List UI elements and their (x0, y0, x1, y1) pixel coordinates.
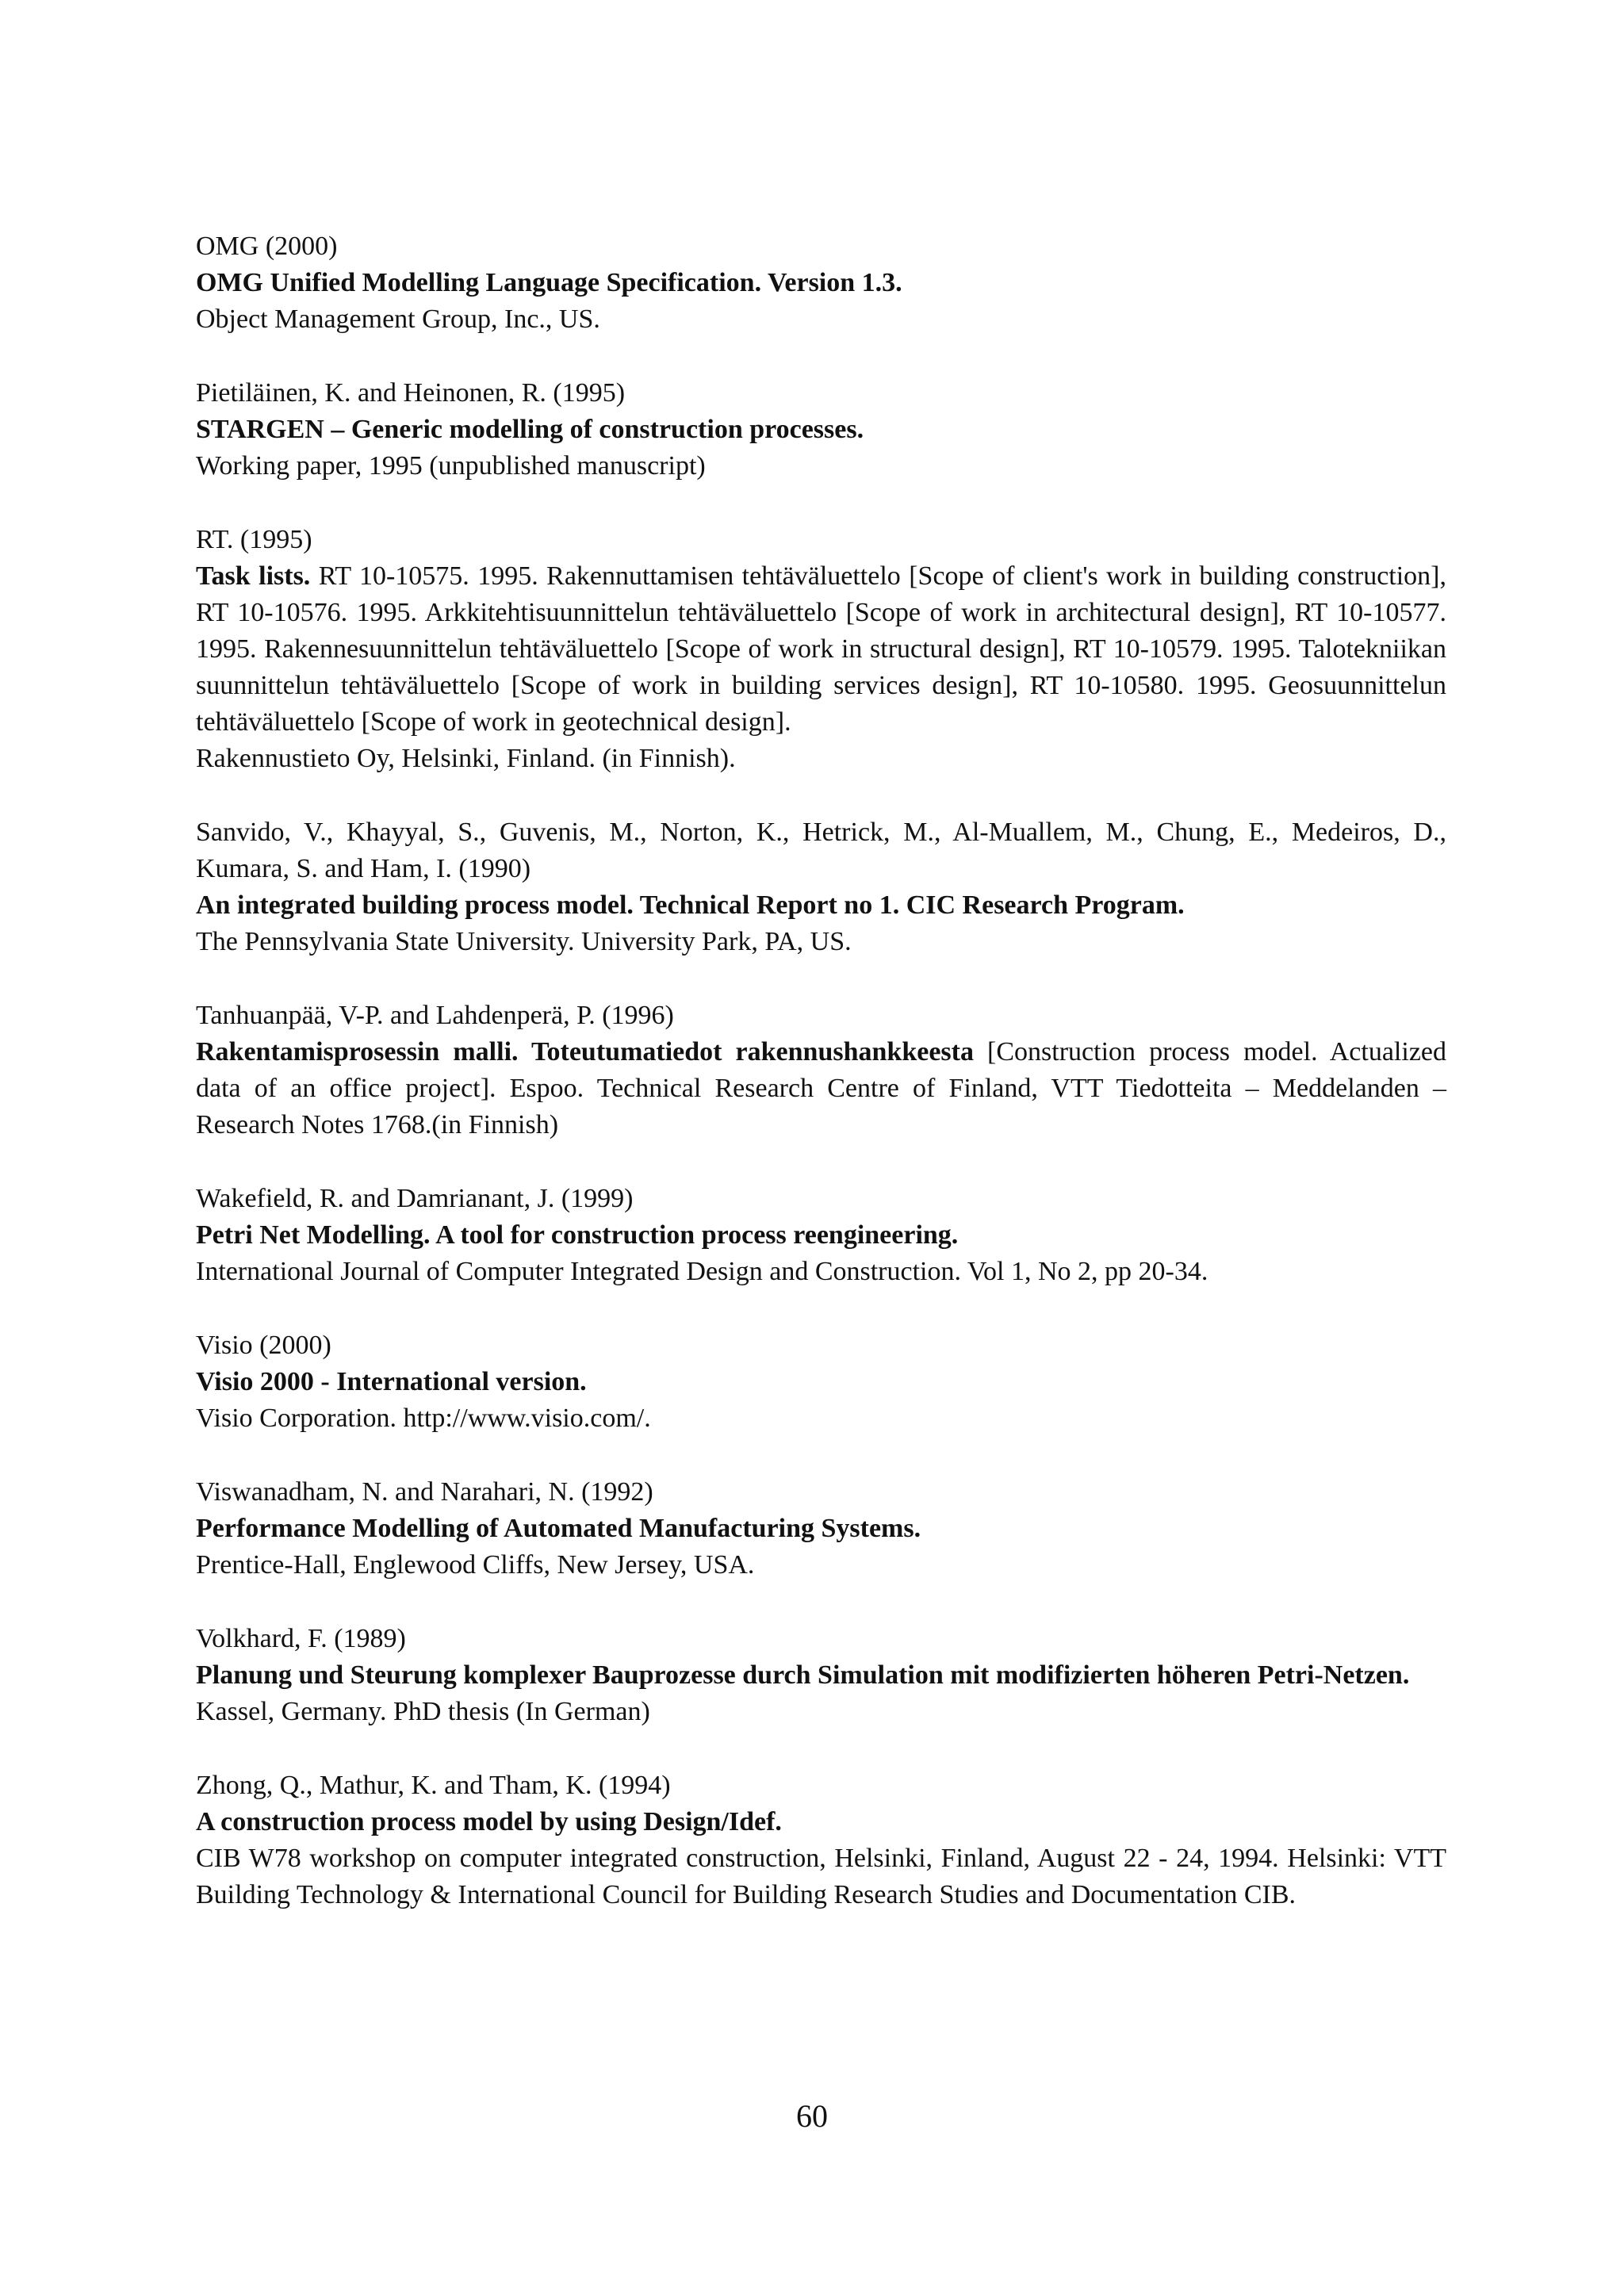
reference-authors: Tanhuanpää, V-P. and Lahdenperä, P. (1996) (196, 1001, 674, 1030)
reference-authors: Visio (2000) (196, 1331, 331, 1360)
reference-entry (196, 1181, 1446, 1290)
reference-authors: Sanvido, V., Khayyal, S., Guvenis, M., Norton, K., Hetrick, M., Al-Muallem, M., Chung, E., Medeiros, D., Kumara, S. and Ham, I. (1990) (196, 818, 1446, 883)
reference-title: OMG Unified Modelling Language Specification. Version 1.3. (196, 268, 902, 297)
reference-list (196, 228, 1446, 1951)
reference-authors: Pietiläinen, K. and Heinonen, R. (1995) (196, 378, 626, 408)
reference-title: A construction process model by using Design/Idef. (196, 1807, 782, 1836)
reference-entry (196, 814, 1446, 960)
reference-title: Petri Net Modelling. A tool for construction process reengineering. (196, 1220, 959, 1250)
reference-authors: Zhong, Q., Mathur, K. and Tham, K. (1994) (196, 1771, 671, 1800)
reference-entry (196, 375, 1446, 484)
reference-details: International Journal of Computer Integrated Design and Construction. Vol 1, No 2, pp 20-34. (196, 1257, 1208, 1286)
reference-details: The Pennsylvania State University. University Park, PA, US. (196, 927, 852, 956)
reference-entry (196, 1474, 1446, 1584)
reference-title: An integrated building process model. Technical Report no 1. CIC Research Program. (196, 890, 1185, 920)
reference-title: STARGEN – Generic modelling of construction processes. (196, 415, 864, 444)
reference-details: Visio Corporation. http://www.visio.com/. (196, 1404, 651, 1433)
reference-entry (196, 998, 1446, 1143)
reference-title: Performance Modelling of Automated Manufacturing Systems. (196, 1514, 921, 1543)
page-number: 60 (796, 2098, 828, 2134)
reference-title: Rakentamisprosessin malli. Toteutumatiedot rakennushankkeesta (196, 1037, 974, 1067)
reference-authors: Wakefield, R. and Damrianant, J. (1999) (196, 1184, 634, 1213)
reference-entry (196, 1621, 1446, 1730)
reference-title-and-details (196, 1034, 1446, 1143)
reference-authors: RT. (1995) (196, 525, 312, 554)
reference-title-and-details (196, 558, 1446, 741)
reference-authors: Volkhard, F. (1989) (196, 1624, 406, 1653)
reference-title: Planung und Steurung komplexer Bauprozesse durch Simulation mit modifizierten höheren Petri-Netzen. (196, 1660, 1410, 1690)
reference-title: Visio 2000 - International version. (196, 1367, 587, 1396)
reference-details: Prentice-Hall, Englewood Cliffs, New Jersey, USA. (196, 1550, 755, 1580)
reference-details: RT 10-10575. 1995. Rakennuttamisen tehtäväluettelo [Scope of client's work in building construction], RT 10-10576. 1995. Arkkitehtisuunnittelun tehtäväluettelo [Scope of work in architectural design], RT 10-10577. 1995. Rakennesuunnittelun tehtäväluettelo [Scope of work in structural design], RT 10-10579. 1995. Talotekniikan suunnittelun tehtäväluettelo [Scope of work in building services design], RT 10-10580. 1995. Geosuunnittelun tehtäväluettelo [Scope of work in geotechnical design]. (196, 561, 1446, 737)
reference-details: Object Management Group, Inc., US. (196, 304, 600, 334)
reference-details: Kassel, Germany. PhD thesis (In German) (196, 1697, 650, 1726)
reference-entry (196, 522, 1446, 777)
reference-publisher: Rakennustieto Oy, Helsinki, Finland. (in Finnish). (196, 744, 736, 773)
reference-entry (196, 1767, 1446, 1913)
reference-details: [Construction process model. Actualized data of an office project]. Espoo. Technical Research Centre of Finland, VTT Tiedotteita – Meddelanden – Research Notes 1768.(in Finnish) (196, 1037, 1446, 1139)
reference-details: CIB W78 workshop on computer integrated construction, Helsinki, Finland, August 22 - 24, 1994. Helsinki: VTT Building Technology & International Council for Building Research Studies and Documentation CIB. (196, 1844, 1446, 1909)
reference-details: Working paper, 1995 (unpublished manuscript) (196, 451, 706, 481)
reference-authors: OMG (2000) (196, 232, 338, 261)
reference-entry (196, 228, 1446, 338)
reference-entry (196, 1327, 1446, 1437)
reference-title: Task lists. (196, 561, 311, 591)
reference-authors: Viswanadham, N. and Narahari, N. (1992) (196, 1477, 653, 1507)
